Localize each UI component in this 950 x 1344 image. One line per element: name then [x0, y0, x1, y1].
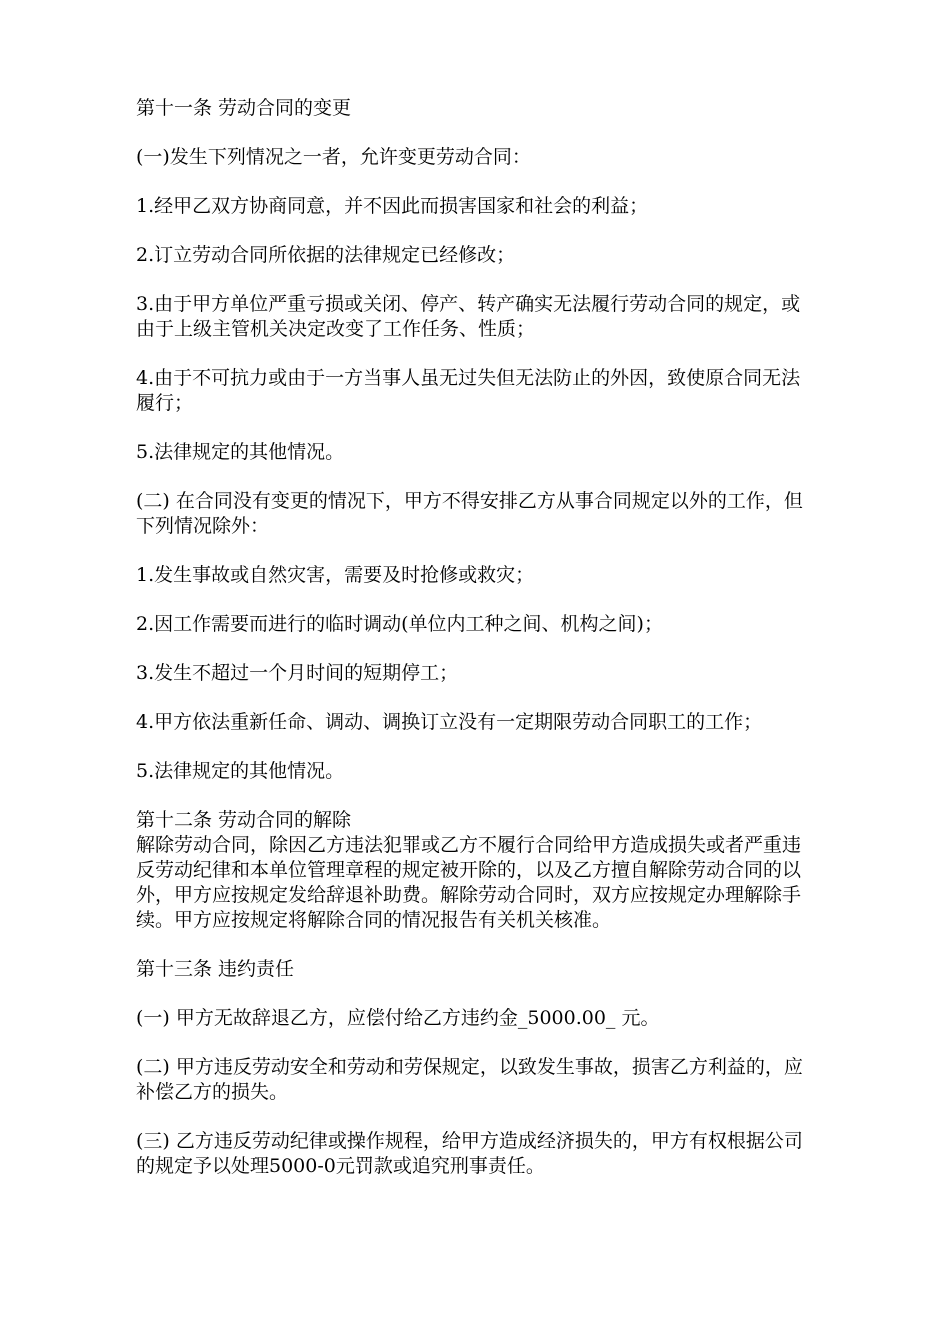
- article-11-s1-item-3: 3.由于甲方单位严重亏损或关闭、停产、转产确实无法履行劳动合同的规定，或由于上级主管机关决定改变了工作任务、性质；: [136, 293, 801, 340]
- article-13-heading: 第十三条 违约责任: [136, 958, 295, 980]
- article-11-s2-item-1: 1.发生事故或自然灾害，需要及时抢修或救灾；: [136, 564, 535, 586]
- article-12-heading: 第十二条 劳动合同的解除: [136, 809, 352, 831]
- article-11-heading: 第十一条 劳动合同的变更: [136, 97, 352, 119]
- article-11-s2-item-5: 5.法律规定的其他情况。: [136, 760, 345, 782]
- article-11-s1-item-5: 5.法律规定的其他情况。: [136, 441, 345, 463]
- document-body: [136, 96, 816, 1203]
- article-13-item-3: (三) 乙方违反劳动纪律或操作规程，给甲方造成经济损失的，甲方有权根据公司的规定予以处理5000-0元罚款或追究刑事责任。: [136, 1130, 803, 1177]
- article-11-s1-item-1: 1.经甲乙双方协商同意，并不因此而损害国家和社会的利益；: [136, 195, 649, 217]
- article-11-section-1: (一)发生下列情况之一者，允许变更劳动合同：: [136, 146, 531, 168]
- article-11-s2-item-3: 3.发生不超过一个月时间的短期停工；: [136, 662, 459, 684]
- article-11-s1-item-2: 2.订立劳动合同所依据的法律规定已经修改；: [136, 244, 516, 266]
- article-12-body: 解除劳动合同，除因乙方违法犯罪或乙方不履行合同给甲方造成损失或者严重违反劳动纪律和本单位管理章程的规定被开除的，以及乙方擅自解除劳动合同的以外，甲方应按规定发给辞退补助费。解除劳动合同时，双方应按规定办理解除手续。甲方应按规定将解除合同的情况报告有关机关核准。: [136, 834, 802, 931]
- article-11-section-2: (二) 在合同没有变更的情况下，甲方不得安排乙方从事合同规定以外的工作，但下列情况除外：: [136, 490, 803, 537]
- article-11-s2-item-4: 4.甲方依法重新任命、调动、调换订立没有一定期限劳动合同职工的工作；: [136, 711, 763, 733]
- article-11-s1-item-4: 4.由于不可抗力或由于一方当事人虽无过失但无法防止的外因，致使原合同无法履行；: [136, 367, 801, 414]
- article-11-s2-item-2: 2.因工作需要而进行的临时调动(单位内工种之间、机构之间)；: [136, 613, 663, 635]
- article-13-item-2: (二) 甲方违反劳动安全和劳动和劳保规定，以致发生事故，损害乙方利益的，应补偿乙方的损失。: [136, 1056, 803, 1103]
- article-13-item-1: (一) 甲方无故辞退乙方，应偿付给乙方违约金_5000.00_ 元。: [136, 1007, 660, 1029]
